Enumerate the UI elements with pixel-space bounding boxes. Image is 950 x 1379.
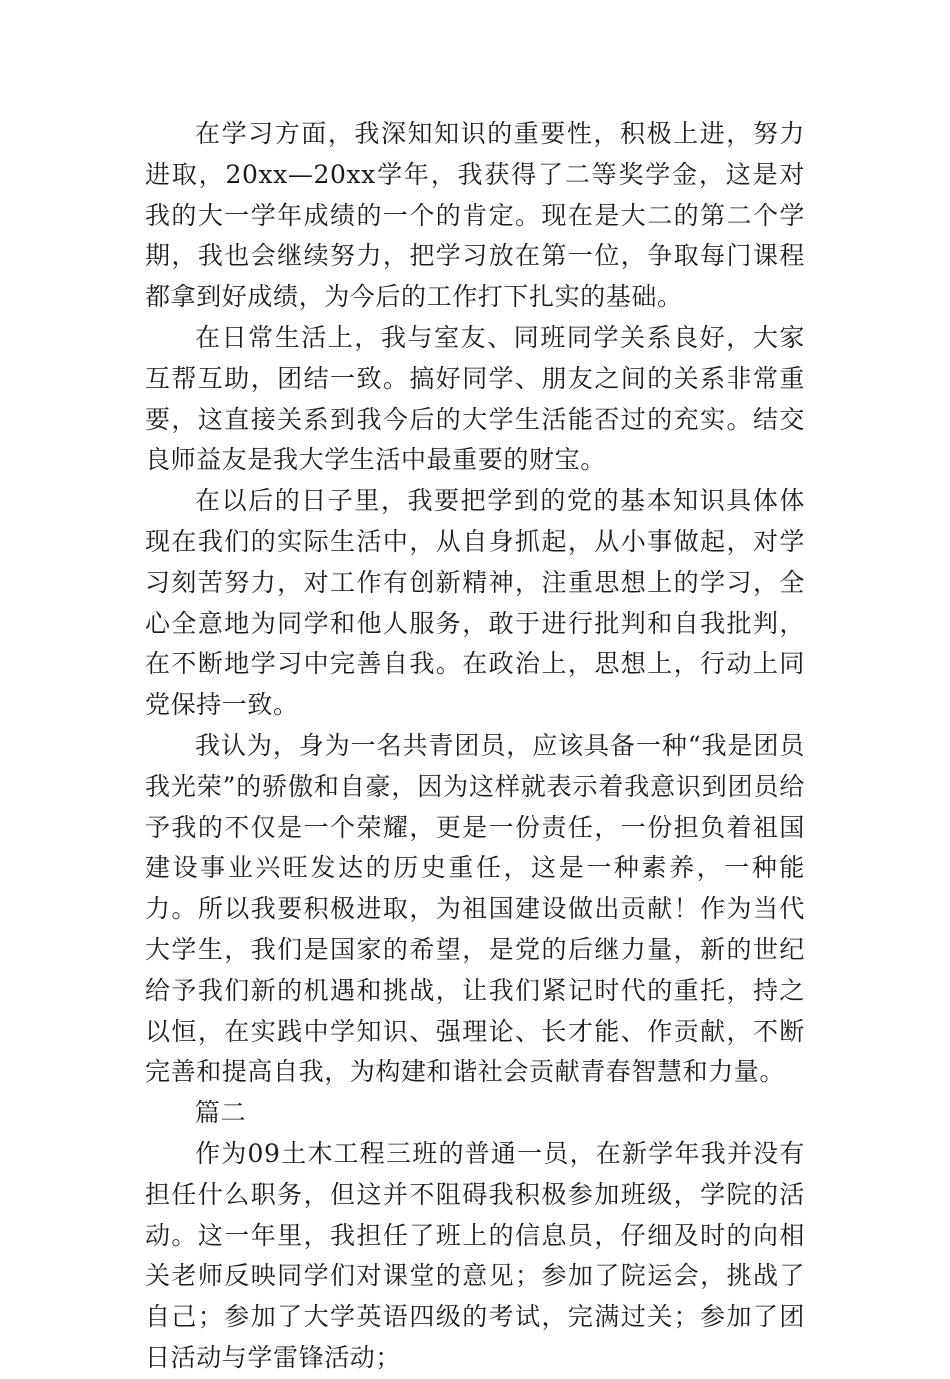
paragraph-study: 在学习方面，我深知知识的重要性，积极上进，努力进取，20xx—20xx学年，我获得了二等奖学金，这是对我的大一学年成绩的一个的肯定。现在是大二的第二个学期，我也会继续努力，把学习放在第一位，争取每门课程都拿到好成绩，为今后的工作打下扎实的基础。 — [145, 119, 805, 312]
document-body — [145, 114, 805, 1379]
paragraph-class-member: 作为09土木工程三班的普通一员，在新学年我并没有担任什么职务，但这并不阻碍我积极参加班级，学院的活动。这一年里，我担任了班上的信息员，仔细及时的向相关老师反映同学们对课堂的意见；参加了院运会，挑战了自己；参加了大学英语四级的考试，完满过关；参加了团日活动与学雷锋活动； — [145, 1138, 805, 1372]
paragraph-future: 在以后的日子里，我要把学到的党的基本知识具体体现在我们的实际生活中，从自身抓起，从小事做起，对学习刻苦努力，对工作有创新精神，注重思想上的学习，全心全意地为同学和他人服务，敢于进行批判和自我批判，在不断地学习中完善自我。在政治上，思想上，行动上同党保持一致。 — [145, 486, 805, 720]
paragraph-league-member: 我认为，身为一名共青团员，应该具备一种“我是团员我光荣”的骄傲和自豪，因为这样就表示着我意识到团员给予我的不仅是一个荣耀，更是一份责任，一份担负着祖国建设事业兴旺发达的历史重任，这是一种素养，一种能力。所以我要积极进取，为祖国建设做出贡献！作为当代大学生，我们是国家的希望，是党的后继力量，新的世纪给予我们新的机遇和挑战，让我们紧记时代的重托，持之以恒，在实践中学知识、强理论、长才能、作贡献，不断完善和提高自我，为构建和谐社会贡献青春智慧和力量。 — [145, 730, 805, 1087]
section-heading: 篇二 — [195, 1098, 247, 1128]
paragraph-daily-life: 在日常生活上，我与室友、同班同学关系良好，大家互帮互助，团结一致。搞好同学、朋友之间的关系非常重要，这直接关系到我今后的大学生活能否过的充实。结交良师益友是我大学生活中最重要的财宝。 — [145, 322, 805, 475]
